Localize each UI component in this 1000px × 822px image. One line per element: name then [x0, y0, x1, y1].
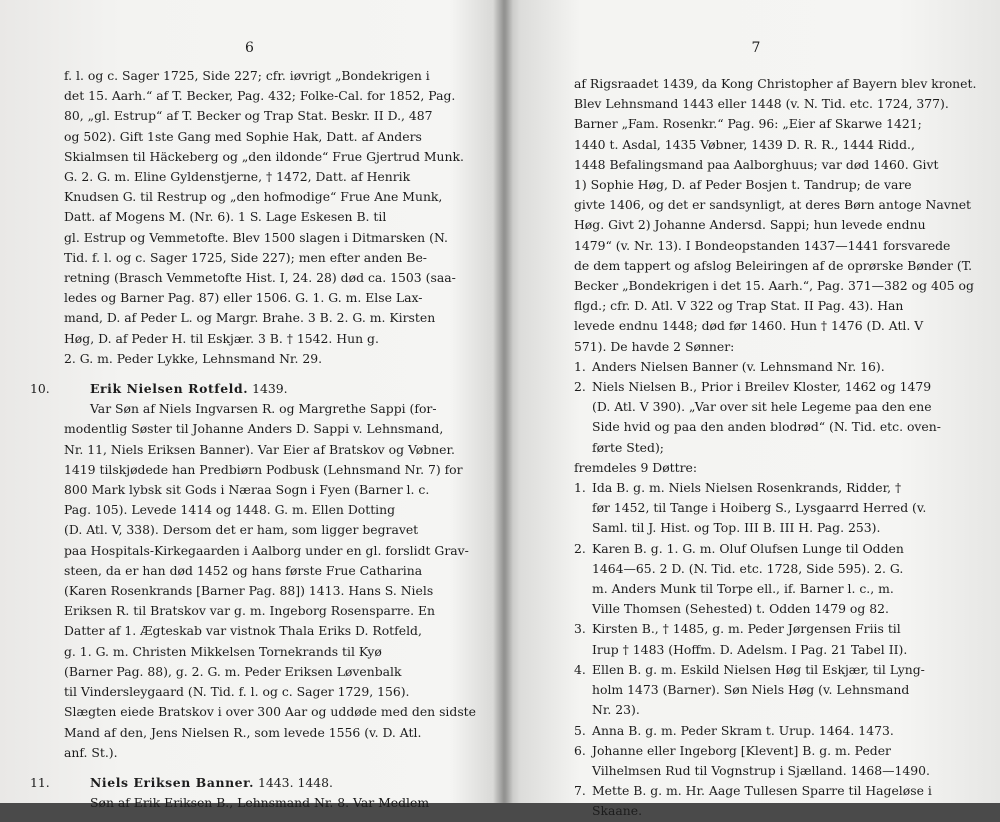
text-line: Skaane. [592, 803, 643, 819]
text-line: Vilhelmsen Rud til Vognstrup i Sjælland. 1468—1490. [592, 762, 930, 778]
item-number: 5. [574, 722, 586, 738]
text-line: 800 Mark lybsk sit Gods i Næraa Sogn i Fyen (Barner l. c. [64, 482, 430, 498]
daughters-intro: fremdeles 9 Døttre: [574, 459, 698, 475]
text-line: Tid. f. l. og c. Sager 1725, Side 227); men efter anden Be- [64, 249, 427, 265]
text-line: g. 1. G. m. Christen Mikkelsen Tornekrands til Kyø [64, 643, 382, 659]
text-line: Niels Nielsen B., Prior i Breilev Kloster, 1462 og 1479 [592, 379, 932, 395]
text-line: til Vindersleygaard (N. Tid. f. l. og c. Sager 1729, 156). [64, 684, 410, 700]
text-line: Blev Lehnsmand 1443 eller 1448 (v. N. Tid. etc. 1724, 377). [574, 96, 949, 112]
indent [64, 381, 90, 396]
left-continuation [64, 66, 464, 369]
text-line: Becker „Bondekrigen i det 15. Aarh.“, Pag. 371—382 og 405 og [574, 278, 974, 294]
page-number-left: 6 [245, 40, 254, 56]
text-line: Anders Nielsen Banner (v. Lehnsmand Nr. 16). [592, 358, 885, 374]
text-line: Knudsen G. til Restrup og „den hofmodige“ Frue Ane Munk, [64, 189, 443, 205]
text-line: levede endnu 1448; død før 1460. Hun † 1476 (D. Atl. V [574, 318, 924, 334]
text-line: 1479“ (v. Nr. 13). I Bondeopstanden 1437—1441 forsvarede [574, 237, 951, 253]
entry-year: 1439. [252, 381, 288, 397]
left-page-text [30, 66, 476, 813]
entry-number: 10. [30, 381, 50, 397]
item-number: 7. [574, 783, 586, 799]
list-item [574, 721, 972, 741]
text-line: givte 1406, og det er sandsynligt, at deres Børn antoge Navnet [574, 197, 972, 213]
entry-heading [30, 773, 448, 793]
text-line: anf. St.). [64, 744, 118, 760]
text-line: 1419 tilskjødede han Predbiørn Podbusk (Lehnsmand Nr. 7) for [64, 461, 463, 477]
entry-name: Erik Nielsen Rotfeld. [90, 381, 249, 397]
text-line: steen, da er han død 1452 og hans første Frue Catharina [64, 562, 423, 578]
text-line: Kirsten B., † 1485, g. m. Peder Jørgensen Friis til [592, 621, 901, 637]
text-line: Pag. 105). Levede 1414 og 1448. G. m. Ellen Dotting [64, 502, 396, 518]
text-line: Karen B. g. 1. G. m. Oluf Olufsen Lunge til Odden [592, 540, 904, 556]
text-line: (Karen Rosenkrands [Barner Pag. 88]) 1413. Hans S. Niels [64, 583, 434, 599]
right-continuation [574, 74, 977, 357]
text-line: før 1452, til Tange i Hoiberg S., Lysgaarrd Herred (v. [592, 500, 927, 516]
text-line: Nr. 11, Niels Eriksen Banner). Var Eier af Bratskov og Vøbner. [64, 441, 455, 457]
text-line: G. 2. G. m. Eline Gyldenstjerne, † 1472, Datt. af Henrik [64, 169, 411, 185]
daughters-list [574, 478, 972, 821]
indent [64, 775, 90, 790]
text-line: Barner „Fam. Rosenkr.“ Pag. 96: „Eier af Skarwe 1421; [574, 116, 922, 132]
sons-list [574, 357, 972, 458]
text-line: Søn af Erik Eriksen B., Lehnsmand Nr. 8. Var Medlem [90, 795, 430, 811]
text-line: Anna B. g. m. Peder Skram t. Urup. 1464. 1473. [592, 722, 894, 738]
item-number: 4. [574, 661, 586, 677]
item-number: 3. [574, 621, 586, 637]
item-number: 1. [574, 480, 586, 496]
text-line: retning (Brasch Vemmetofte Hist. I, 24. 28) død ca. 1503 (saa- [64, 270, 456, 286]
text-line: Saml. til J. Hist. og Top. III B. III H. Pag. 253). [592, 520, 881, 536]
text-line: (D. Atl. V, 338). Dersom det er ham, som ligger begravet [64, 522, 419, 538]
text-line: (Barner Pag. 88), g. 2. G. m. Peder Eriksen Løvenbalk [64, 663, 402, 679]
text-line: Var Søn af Niels Ingvarsen R. og Margrethe Sappi (for- [90, 401, 437, 417]
list-item [574, 741, 972, 781]
entry-10 [30, 379, 476, 763]
text-line: 1) Sophie Høg, D. af Peder Bosjen t. Tandrup; de vare [574, 177, 912, 193]
item-number: 6. [574, 742, 586, 758]
text-line: 1464—65. 2 D. (N. Tid. etc. 1728, Side 595). 2. G. [592, 560, 904, 576]
entry-name: Niels Eriksen Banner. [90, 774, 255, 790]
text-line: og 502). Gift 1ste Gang med Sophie Hak, Datt. af Anders [64, 128, 422, 144]
text-line: 1440 t. Asdal, 1435 Vøbner, 1439 D. R. R., 1444 Ridd., [574, 136, 915, 152]
text-line: modentlig Søster til Johanne Anders D. Sappi v. Lehnsmand, [64, 421, 444, 437]
entry-year: 1443. 1448. [258, 774, 333, 790]
list-item [574, 478, 972, 539]
text-line: Johanne eller Ingeborg [Klevent] B. g. m. Peder [592, 742, 891, 758]
left-page [0, 0, 495, 811]
text-line: 80, „gl. Estrup“ af T. Becker og Trap Stat. Beskr. II D., 487 [64, 108, 433, 124]
text-line: Side hvid og paa den anden blodrød“ (N. Tid. etc. oven- [592, 419, 941, 435]
page-number-right: 7 [751, 40, 761, 56]
text-line: mand, D. af Peder L. og Margr. Brahe. 3 B. 2. G. m. Kirsten [64, 310, 436, 326]
text-line: Høg, D. af Peder H. til Eskjær. 3 B. † 1542. Hun g. [64, 330, 379, 346]
text-line: Irup † 1483 (Hoffm. D. Adelsm. I Pag. 21 Tabel II). [592, 641, 908, 657]
entry-number: 11. [30, 774, 50, 790]
list-item [574, 539, 972, 620]
text-line: Eriksen R. til Bratskov var g. m. Ingeborg Rosensparre. En [64, 603, 435, 619]
text-line: ledes og Barner Pag. 87) eller 1506. G. 1. G. m. Else Lax- [64, 290, 423, 306]
text-line: af Rigsraadet 1439, da Kong Christopher af Bayern blev kronet. [574, 76, 977, 91]
item-number: 1. [574, 358, 586, 374]
entry-11 [30, 773, 448, 813]
text-line: paa Hospitals-Kirkegaarden i Aalborg under en gl. forslidt Grav- [64, 542, 469, 558]
text-line: 1448 Befalingsmand paa Aalborghuus; var død 1460. Givt [574, 156, 939, 172]
list-item [574, 377, 972, 458]
text-line: holm 1473 (Barner). Søn Niels Høg (v. Lehnsmand [592, 682, 910, 698]
text-line: 571). De havde 2 Sønner: [574, 338, 735, 354]
text-line: de dem tappert og afslog Beleiringen af de oprørske Bønder (T. [574, 257, 973, 273]
list-item [574, 781, 972, 821]
text-line: gl. Estrup og Vemmetofte. Blev 1500 slagen i Ditmarsken (N. [64, 229, 448, 245]
text-line: m. Anders Munk til Torpe ell., if. Barner l. c., m. [592, 581, 894, 597]
text-line: Skialmsen til Häckeberg og „den ildonde“ Frue Gjertrud Munk. [64, 148, 464, 164]
text-line: førte Sted); [592, 439, 664, 455]
spacer [64, 763, 448, 773]
right-page [512, 0, 1000, 819]
list-item [574, 357, 972, 377]
text-line: 2. G. m. Peder Lykke, Lehnsmand Nr. 29. [64, 350, 323, 366]
text-line: Ellen B. g. m. Eskild Nielsen Høg til Eskjær, til Lyng- [592, 661, 925, 677]
list-item [574, 660, 972, 721]
spacer [64, 369, 448, 379]
text-line: Høg. Givt 2) Johanne Andersd. Sappi; hun levede endnu [574, 217, 926, 233]
text-line: f. l. og c. Sager 1725, Side 227; cfr. iøvrigt „Bondekrigen i [64, 68, 430, 83]
book-gutter [493, 0, 513, 803]
text-line: Ville Thomsen (Sehested) t. Odden 1479 og 82. [592, 601, 889, 617]
list-item [574, 619, 972, 659]
item-number: 2. [574, 540, 586, 556]
text-line: flgd.; cfr. D. Atl. V 322 og Trap Stat. II Pag. 43). Han [574, 298, 904, 314]
text-line: Datter af 1. Ægteskab var vistnok Thala Eriks D. Rotfeld, [64, 623, 422, 639]
text-line: Mand af den, Jens Nielsen R., som levede 1556 (v. D. Atl. [64, 724, 422, 740]
text-line: (D. Atl. V 390). „Var over sit hele Legeme paa den ene [592, 399, 932, 415]
text-line: Slægten eiede Bratskov i over 300 Aar og uddøde med den sidste [64, 704, 476, 720]
text-line: Mette B. g. m. Hr. Aage Tullesen Sparre til Hageløse i [592, 783, 932, 799]
entry-heading [30, 379, 448, 399]
item-number: 2. [574, 379, 586, 395]
right-page-text [574, 74, 977, 822]
text-line: det 15. Aarh.“ af T. Becker, Pag. 432; Folke-Cal. for 1852, Pag. [64, 88, 456, 104]
text-line: Ida B. g. m. Niels Nielsen Rosenkrands, Ridder, † [592, 480, 902, 496]
text-line: Nr. 23). [592, 702, 640, 718]
text-line: Datt. af Mogens M. (Nr. 6). 1 S. Lage Eskesen B. til [64, 209, 387, 225]
